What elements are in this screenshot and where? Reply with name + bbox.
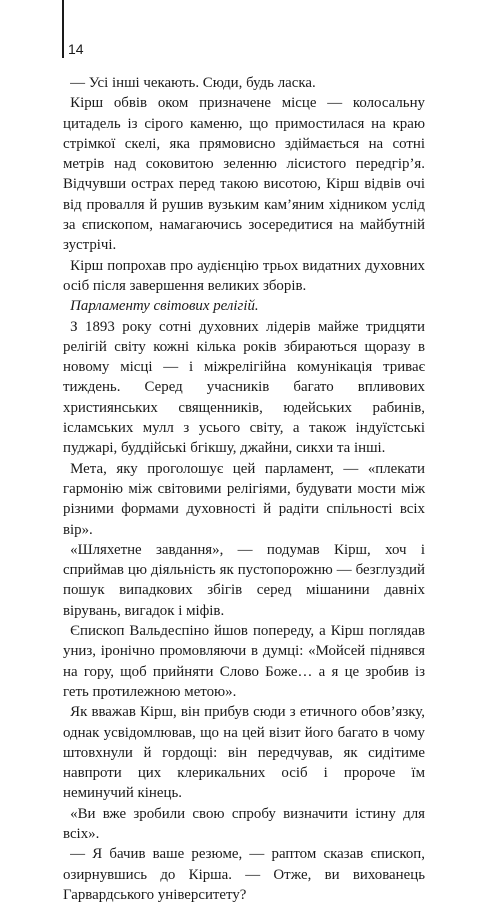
paragraph: Кірш обвів оком призначене місце — колосальну цитадель із сірого каменю, що примостилася на краю стрімкої скелі, яка прямовисно здіймається на сотні метрів над соковитою зеленню лісистого передгір’я. Відчувши острах перед такою висотою, Кірш відвів очі від провалля й рушив вузьким кам’яним хідником услід за єпископом, намагаючись зосередитися на майбутній зустрічі. [63, 95, 425, 254]
paragraph: «Шляхетне завдання», — подумав Кірш, хоч і сприймав цю діяльність як пустопорожню — безглуздий пошук випадкових збігів серед мішанини давніх вірувань, вигадок і міфів. [63, 541, 425, 619]
paragraph: Кірш попрохав про аудієнцію трьох видатних духовних осіб після завершення великих зборів. [63, 257, 425, 294]
paragraph-italic: Парламенту світових релігій. [70, 298, 259, 315]
paragraph: — Усі інші чекають. Сюди, будь ласка. [70, 75, 316, 91]
paragraph: — Я бачив ваше резюме, — раптом сказав єпископ, озирнувшись до Кірша. — Отже, ви вихованець Гарвардського університету? [63, 846, 425, 903]
paragraph: Як вважав Кірш, він прибув сюди з етичного обов’язку, однак усвідомлював, що на цей візит його багато в чому штовхнули й гордощі: він передчував, як сидітиме навпроти цих клерикальних осіб і пророче їм неминучий кінець. [63, 704, 425, 802]
paragraph: «Ви вже зробили свою спробу визначити істину для всіх». [63, 805, 425, 842]
body-text [63, 73, 425, 905]
paragraph: Мета, яку проголошує цей парламент, — «плекати гармонію між світовими релігіями, будувати мости між різними формами духовності й радіти спільності всіх вір». [63, 460, 425, 538]
paragraph: Єпископ Вальдеспіно йшов попереду, а Кірш поглядав униз, іронічно промовляючи в думці: «Мойсей піднявся на гору, щоб прийняти Слово Боже… а я це зробив із геть протилежною метою». [63, 623, 425, 700]
page-number: 14 [68, 41, 84, 57]
page-header-rule [62, 0, 64, 58]
paragraph: З 1893 року сотні духовних лідерів майже тридцяти релігій світу кожні кілька років збираються щоразу в новому місці — і міжрелігійна комунікація триває тиждень. Серед учасників багато впливових християнських священників, юдейських рабинів, ісламських мулл з усього світу, а також індуїстські пуджарі, буддійські бгікшу, джайни, сикхи та інші. [63, 318, 425, 457]
